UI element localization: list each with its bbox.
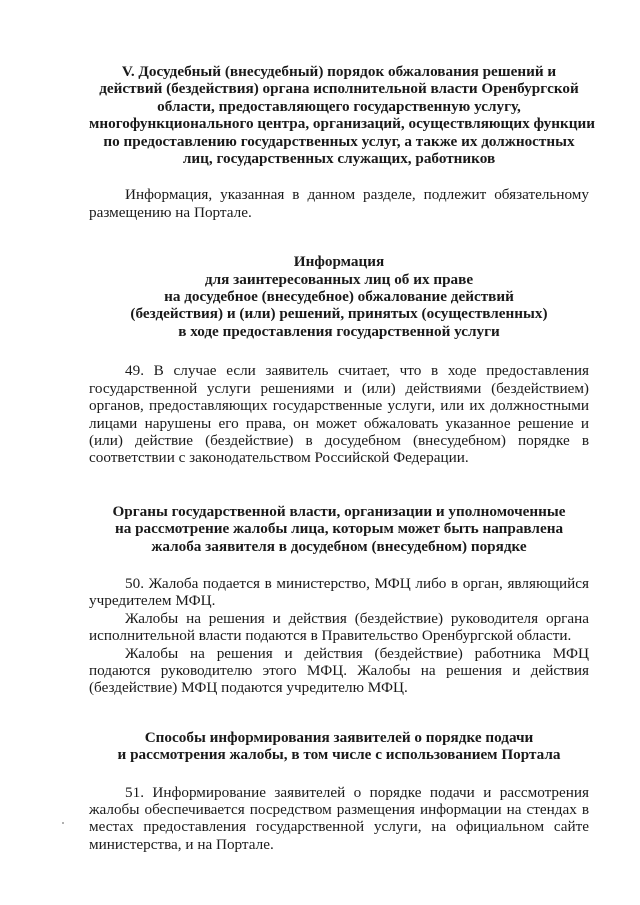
paragraph-50-head-complaints: Жалобы на решения и действия (бездействие) руководителя органа исполнительной власти подаются в Правительство Оренбургской области.: [89, 609, 589, 645]
section-v-intro: Информация, указанная в данном разделе, подлежит обязательному размещению на Портале.: [89, 186, 589, 221]
methods-heading-line: и рассмотрения жалобы, в том числе с использованием Портала: [117, 746, 561, 764]
info-heading: [89, 253, 589, 340]
section-v-title-line: лиц, государственных служащих, работников: [182, 150, 496, 168]
organs-heading-line: на рассмотрение жалобы лица, которым может быть направлена: [114, 520, 564, 538]
scan-speck: [62, 822, 64, 824]
section-v-title-line: действий (бездействия) органа исполнительной власти Оренбургской: [99, 80, 579, 98]
info-heading-line: (бездействия) и (или) решений, принятых (осуществленных): [130, 305, 548, 323]
info-heading-line: на досудебное (внесудебное) обжалование действий: [164, 288, 514, 306]
methods-heading: [89, 729, 589, 764]
section-v-title-line: области, предоставляющего государственную услугу,: [157, 97, 521, 115]
info-heading-line: в ходе предоставления государственной услуги: [178, 322, 500, 340]
paragraph-49: 49. В случае если заявитель считает, что в ходе предоставления государственной услуги решениями и (или) действиями (бездействием) органов, предоставляющих государственные услуги, или их должностными лицами нарушены его права, он может обжаловать указанное решение и (или) действие (бездействие) в досудебном (внесудебном) порядке в соответствии с законодательством Российской Федерации.: [89, 362, 589, 467]
section-v-title-line: по предоставлению государственных услуг, а также их должностных: [103, 132, 575, 150]
section-v-title: [89, 63, 595, 168]
paragraph-51: 51. Информирование заявителей о порядке подачи и рассмотрения жалобы обеспечивается посредством размещения информации на стендах в местах предоставления государственной услуги, на официальном сайте министерства, и на Портале.: [89, 783, 589, 853]
document-page: [89, 63, 595, 853]
info-heading-line: для заинтересованных лиц об их праве: [204, 270, 474, 288]
organs-heading-line: Органы государственной власти, организации и уполномоченные: [112, 502, 566, 520]
methods-heading-line: Способы информирования заявителей о порядке подачи: [144, 728, 534, 746]
section-v-title-line: V. Досудебный (внесудебный) порядок обжалования решений и: [121, 63, 557, 80]
organs-heading-line: жалоба заявителя в досудебном (внесудебном) порядке: [151, 537, 527, 555]
info-heading-line: Информация: [293, 253, 385, 271]
organs-heading: [89, 503, 589, 555]
section-v-title-line: многофункционального центра, организаций, осуществляющих функции: [89, 115, 595, 133]
paragraph-50-mfc-complaints: Жалобы на решения и действия (бездействие) работника МФЦ подаются руководителю этого МФЦ. Жалобы на решения и действия (бездействие) МФЦ подаются учредителю МФЦ.: [89, 644, 589, 697]
paragraph-50: 50. Жалоба подается в министерство, МФЦ либо в орган, являющийся учредителем МФЦ.: [89, 574, 589, 610]
